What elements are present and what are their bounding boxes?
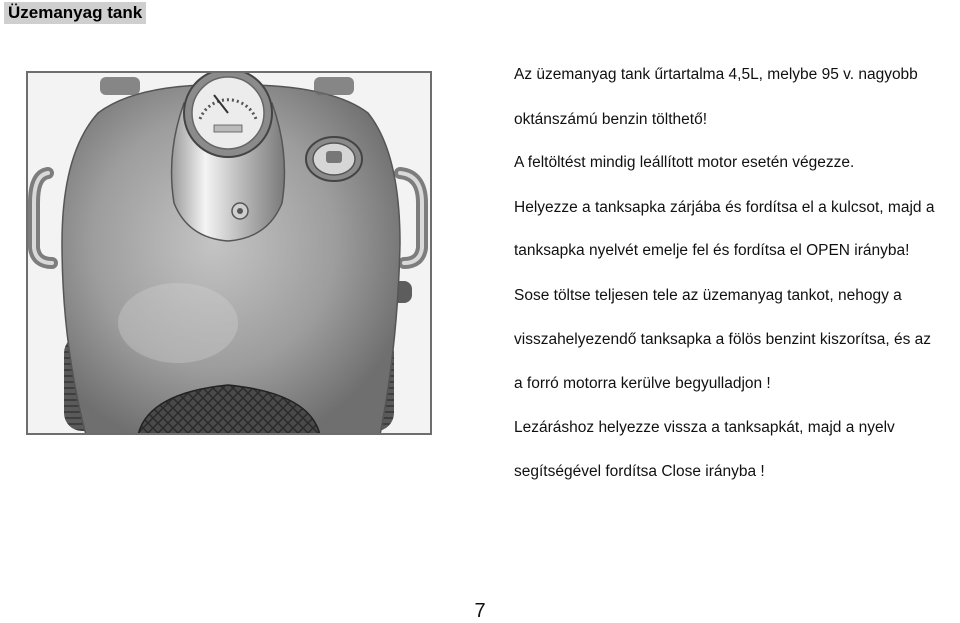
instruction-line: Az üzemanyag tank űrtartalma 4,5L, melybe 95 v. nagyobb	[514, 66, 918, 83]
fuel-cap	[306, 137, 362, 181]
fuel-tank-illustration	[28, 73, 430, 433]
page-number: 7	[474, 600, 486, 622]
instruction-line: segítségével fordítsa Close irányba !	[514, 463, 765, 480]
fuel-tank-photo	[26, 71, 432, 435]
instruction-line: a forró motorra kerülve begyulladjon !	[514, 375, 771, 392]
instruction-line: Sose töltse teljesen tele az üzemanyag tankot, nehogy a	[514, 287, 902, 304]
instruction-line: Lezáráshoz helyezze vissza a tanksapkát, majd a nyelv	[514, 419, 895, 436]
instruction-line: Helyezze a tanksapka zárjába és fordítsa el a kulcsot, majd a	[514, 199, 935, 216]
instruction-line: oktánszámú benzin tölthető!	[514, 111, 708, 128]
section-title: Üzemanyag tank	[4, 2, 146, 24]
instruction-line: visszahelyezendő tanksapka a fölös benzint kiszorítsa, és az	[514, 331, 932, 348]
speedometer	[184, 73, 272, 157]
instruction-line: tanksapka nyelvét emelje fel és fordítsa el OPEN irányba!	[514, 242, 910, 259]
instruction-line: A feltöltést mindig leállított motor esetén végezze.	[514, 154, 855, 171]
